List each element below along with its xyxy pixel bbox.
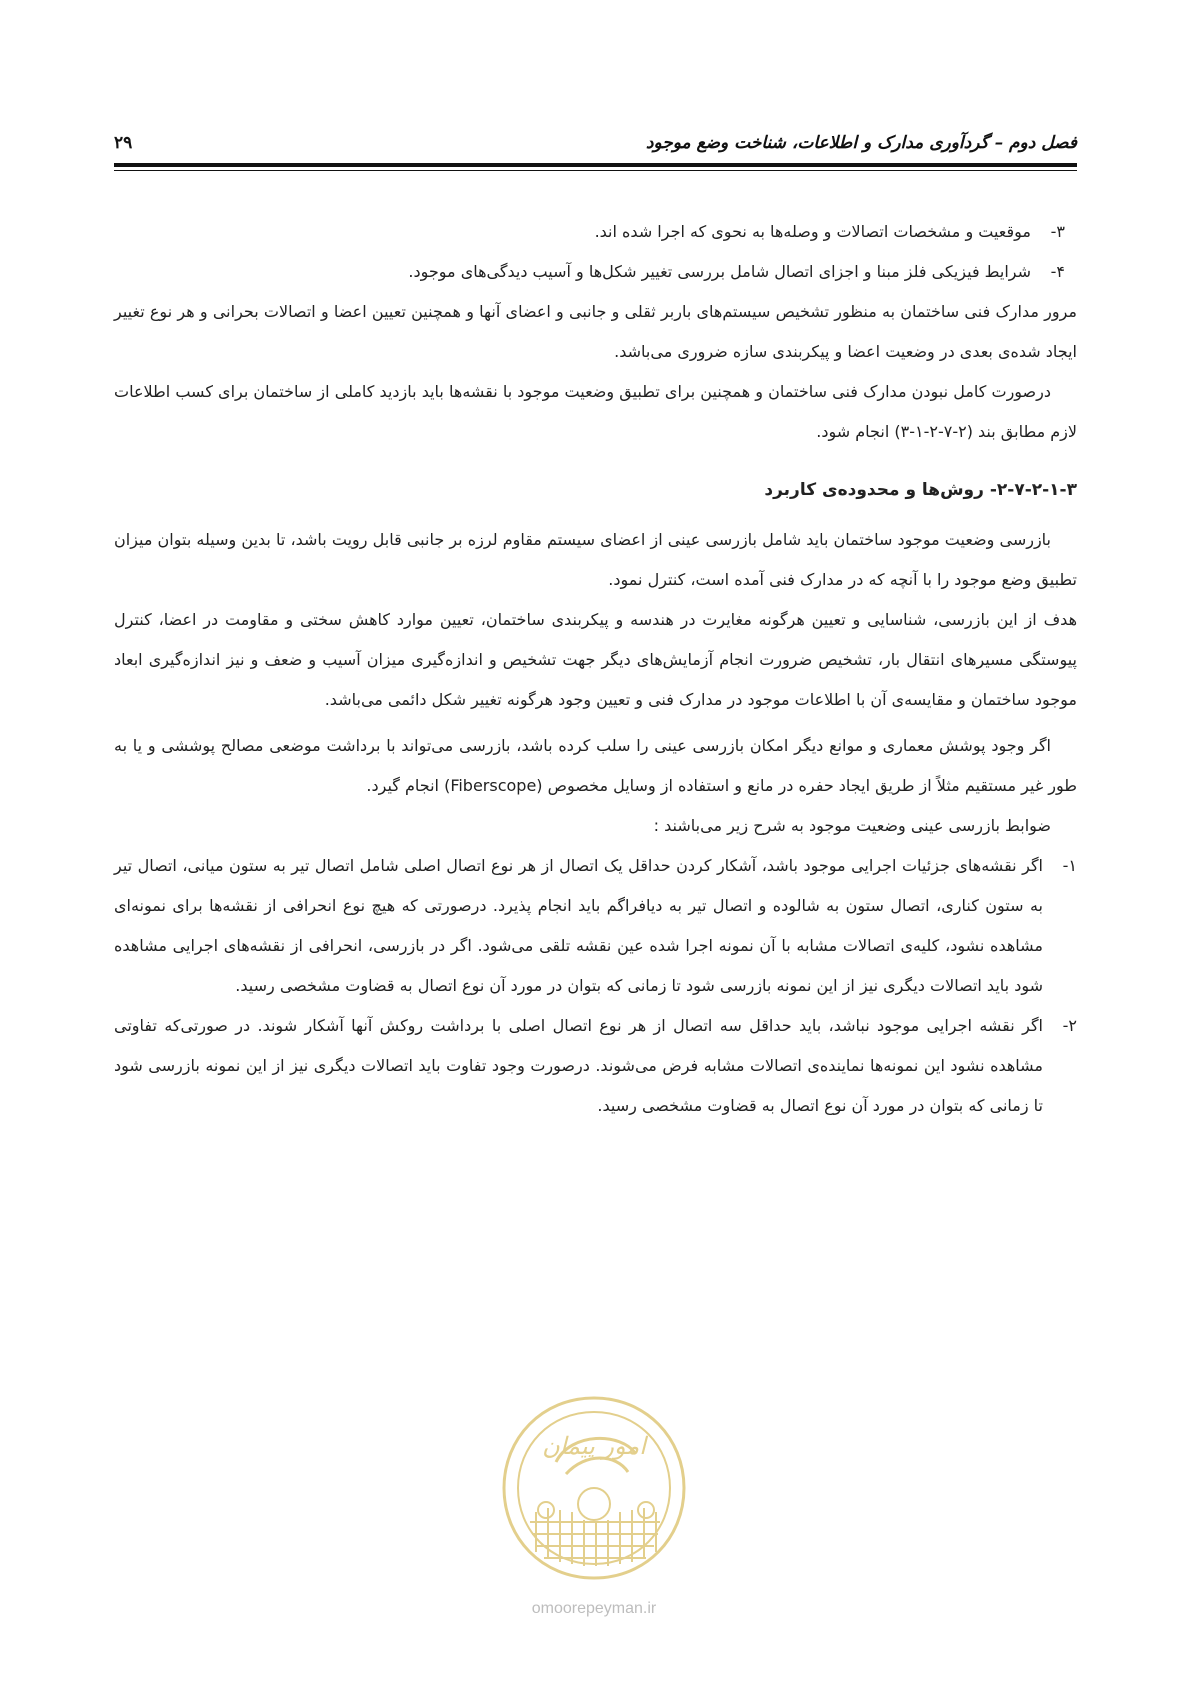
paragraph-review: مرور مدارک فنی ساختمان به منظور تشخیص سیستم‌های باربر ثقلی و جانبی و اعضای آنها و همچنین تعیین اعضا و اتصالات بحرانی و هر نوع تغییر ایجاد شده‌ی بعدی در وضعیت اعضا و پیکربندی سازه ضروری می‌باشد. — [114, 302, 1077, 361]
page-number: ۲۹ — [114, 133, 133, 153]
paragraph-covering: اگر وجود پوشش معماری و موانع دیگر امکان بازرسی عینی را سلب کرده باشد، بازرسی می‌تواند با برداشت موضعی مصالح پوششی و یا به طور غیر مستقیم مثلاً از طریق ایجاد حفره در مانع و استفاده از وسایل مخصوص (Fiberscope) انجام گیرد. — [114, 736, 1077, 795]
header-rule-thin — [114, 170, 1077, 171]
list-item-text: موقعیت و مشخصات اتصالات و وصله‌ها به نحوی که اجرا شده اند. — [594, 222, 1031, 241]
list-item — [114, 1006, 1077, 1126]
list-item-text: اگر نقشه اجرایی موجود نباشد، باید حداقل سه اتصال از هر نوع اتصال اصلی با برداشت روکش آنها آشکار شوند. در صورتی‌که تفاوتی مشاهده نشود این نمونه‌ها نماینده‌ی اتصالات مشابه فرض می‌شوند. درصورت وجود تفاوت باید اتصالات دیگری نیز از این نمونه بازرسی شود تا زمانی که بتوان در مورد آن نوع اتصال به قضاوت مشخصی رسید. — [114, 1016, 1043, 1115]
seal-text: امور پیمان — [542, 1432, 646, 1460]
list-item — [114, 846, 1077, 1006]
seal-logo-icon — [496, 1392, 692, 1592]
list-item-number: ۳- — [1050, 222, 1065, 241]
list-item-number: ۲- — [1062, 1016, 1077, 1035]
list-item — [114, 212, 1077, 252]
list-item-number: ۴- — [1050, 262, 1065, 281]
list-item-number: ۱- — [1062, 856, 1077, 875]
paragraph-criteria: ضوابط بازرسی عینی وضعیت موجود به شرح زیر می‌باشند : — [653, 816, 1051, 835]
paragraph-inspection: بازرسی وضعیت موجود ساختمان باید شامل بازرسی عینی از اعضای سیستم مقاوم لرزه بر جانبی قابل رویت باشد، تا بدین وسیله بتوان میزان تطبیق وضع موجود را با آنچه که در مدارک فنی آمده است، کنترل نمود. — [114, 530, 1077, 589]
header-rule-thick — [114, 163, 1077, 167]
section-heading: ۲-۷-۲-۱-۳- روش‌ها و محدوده‌ی کاربرد — [764, 480, 1077, 500]
list-item-text: اگر نقشه‌های جزئیات اجرایی موجود باشد، آشکار کردن حداقل یک اتصال از هر نوع اتصال اصلی شامل اتصال تیر به ستون میانی، اتصال تیر به ستون کناری، اتصال ستون به شالوده و اتصال تیر به دیافراگم باید انجام پذیرد. درصورتی که هیچ نوع انحرافی از نقشه‌ها برای نمونه‌ای مشاهده نشود، کلیه‌ی اتصالات مشابه با آن نمونه اجرا شده عین نقشه تلقی می‌شود. اگر در بازرسی، انحرافی از نقشه‌های اجرایی مشاهده شود باید اتصالات دیگری نیز از این نمونه بازرسی شود تا زمانی که بتوان در مورد آن نوع اتصال به قضاوت مشخصی رسید. — [114, 856, 1043, 995]
watermark — [496, 1392, 692, 1632]
paragraph-goal: هدف از این بازرسی، شناسایی و تعیین هرگونه مغایرت در هندسه و پیکربندی ساختمان، تعیین موارد کاهش سختی و مقاومت در اعضا، کنترل پیوستگی مسیرهای انتقال بار، تشخیص ضرورت انجام آزمایش‌های دیگر جهت تشخیص و اندازه‌گیری میزان آسیب و ضعف و نیز اندازه‌گیری ابعاد موجود ساختمان و مقایسه‌ی آن با اطلاعات موجود در مدارک فنی و تعیین وجود هرگونه تغییر شکل دائمی می‌باشد. — [114, 610, 1077, 709]
list-item-text: شرایط فیزیکی فلز مبنا و اجزای اتصال شامل بررسی تغییر شکل‌ها و آسیب دیدگی‌های موجود. — [408, 262, 1031, 281]
page-header — [114, 128, 1077, 158]
list-item — [114, 252, 1077, 292]
paragraph-incomplete-documents: درصورت کامل نبودن مدارک فنی ساختمان و همچنین برای تطبیق وضعیت موجود با نقشه‌ها باید بازدید کاملی از ساختمان برای کسب اطلاعات لازم مطابق بند (۲-۷-۲-۱-۳) انجام شود. — [114, 382, 1077, 441]
watermark-site: omoorepeyman.ir — [531, 1600, 657, 1617]
page-body — [114, 212, 1077, 1126]
chapter-title: فصل دوم – گردآوری مدارک و اطلاعات، شناخت وضع موجود — [645, 133, 1077, 153]
